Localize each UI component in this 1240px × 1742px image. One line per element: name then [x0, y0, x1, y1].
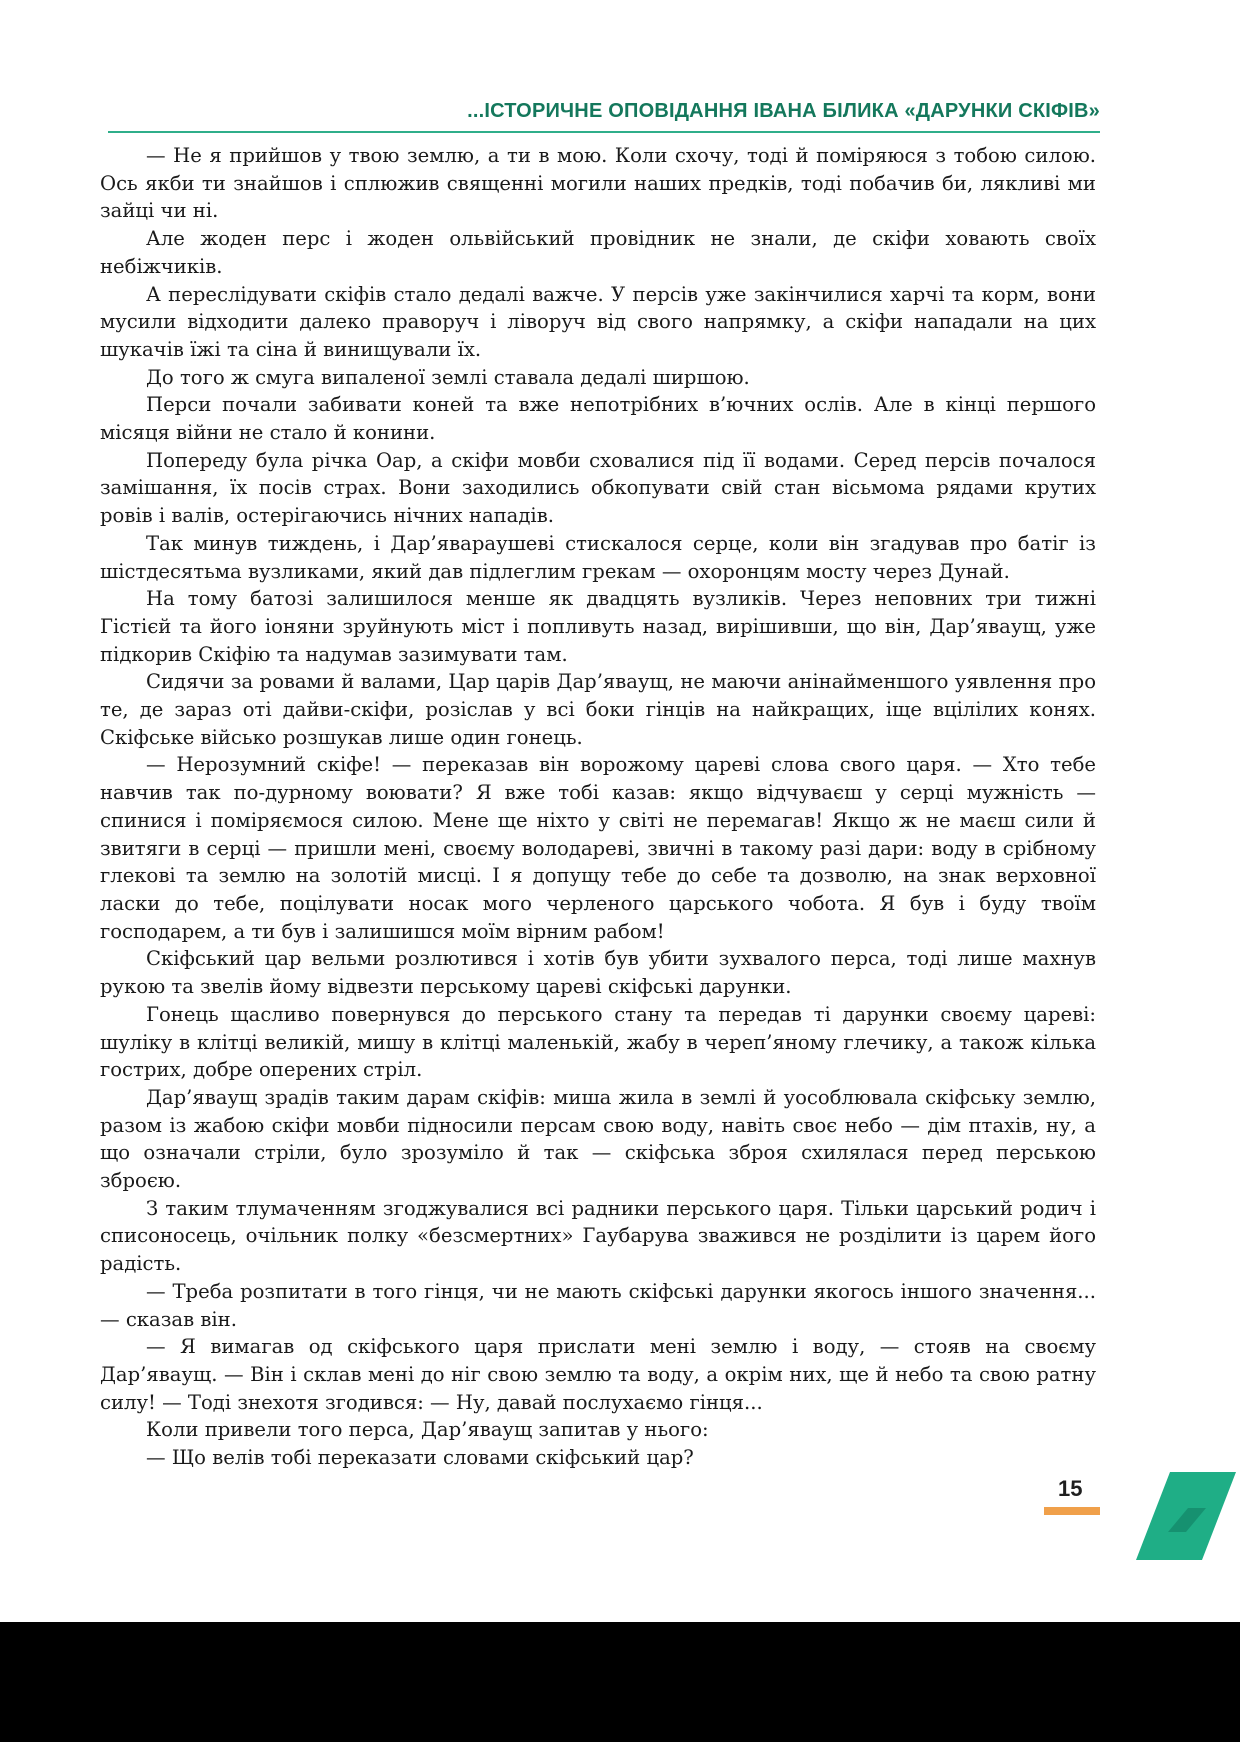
page-number-underline: [1044, 1507, 1100, 1515]
paragraph: Коли привели того перса, Дар’яваущ запитав у нього:: [146, 1418, 709, 1442]
paragraph: — Що велів тобі переказати словами скіфський цар?: [146, 1446, 694, 1470]
paragraph: А переслідувати скіфів стало дедалі важче. У персів уже закінчилися харчі та корм, вони мусили відходити далеко праворуч і ліворуч від свого напрямку, а скіфи нападали на цих шукачів їжі та сіна й винищували їх.: [100, 282, 1096, 361]
body-text: [100, 142, 1096, 1472]
paragraph: Скіфський цар вельми розлютився і хотів був убити зухвалого перса, тоді лише махнув рукою та звелів йому відвезти перському цареві скіфські дарунки.: [100, 947, 1096, 999]
paragraph: На тому батозі залишилося менше як двадцять вузликів. Через неповних три тижні Гістієй та його іоняни зруйнують міст і попливуть назад, вирішивши, що він, Дар’яваущ, уже підкорив Скіфію та надумав зазимувати там.: [100, 587, 1096, 666]
paragraph: Але жоден перс і жоден ольвійський провідник не знали, де скіфи ховають своїх небіжчиків.: [100, 227, 1096, 278]
header-rule: [108, 131, 1100, 133]
paragraph: — Не я прийшов у твою землю, а ти в мою. Коли схочу, тоді й поміряюся з тобою силою. Ось якби ти знайшов і сплюжив священні могили наших предків, тоді побачив би, лякливі ми зайці чи ні.: [100, 144, 1096, 223]
paragraph: — Я вимагав од скіфського царя прислати мені землю і воду, — стояв на своєму Дар’яваущ. — Він і склав мені до ніг свою землю та воду, а окрім них, ще й небо та свою ратну силу! — Тоді знехотя згодився: — Ну, давай послухаємо гінця...: [100, 1335, 1096, 1414]
paragraph: З таким тлумаченням згоджувалися всі радники перського царя. Тільки царський родич і списоносець, очільник полку «безсмертних» Гаубарува зважився не розділити із царем його радість.: [100, 1196, 1096, 1276]
paragraph: Попереду була річка Оар, а скіфи мовби сховалися під її водами. Серед персів почалося замішання, їх посів страх. Вони заходились обкопувати свій стан вісьмома рядами крутих ровів і валів, остерігаючись нічних нападів.: [100, 448, 1096, 528]
paragraph: — Треба розпитати в того гінця, чи не мають скіфські дарунки якогось іншого значення... — сказав він.: [100, 1279, 1096, 1331]
page-number: 15: [1058, 1476, 1083, 1501]
paragraph: Сидячи за ровами й валами, Цар царів Дар’яваущ, не маючи анінайменшого уявлення про те, де зараз оті дайви-скіфи, розіслав у всі боки гінців на найкращих, іще вцілілих конях. Скіфське військо розшукав лише один гонець.: [100, 670, 1096, 749]
paragraph: — Нерозумний скіфе! — переказав він ворожому цареві слова свого царя. — Хто тебе навчив так по-дурному воювати? Я вже тобі казав: якщо відчуваєш у серці мужність — спинися і поміряємося силою. Мене ще ніхто у світі не перемагав! Якщо ж не маєш сили й звитяги в серці — пришли мені, своєму володареві, звичні в такому разі дари: воду в срібному глекові та землю на золотій мисці. І я допущу тебе до себе та дозволю, на знак верховної ласки до тебе, поцілувати носак мого черленого царського чобота. Я був і буду твоїм господарем, а ти був і залишишся моїм вірним рабом!: [100, 753, 1096, 943]
paragraph: Дар’яваущ зрадів таким дарам скіфів: миша жила в землі й уособлювала скіфську землю, разом із жабою скіфи мовби підносили персам свою воду, навіть своє небо — дім птахів, ну, а що означали стріли, було зрозуміло й так — скіфська зброя схилялася перед перською зброєю.: [100, 1085, 1096, 1193]
bottom-black-band: [0, 1622, 1240, 1742]
decorative-parallelograms-icon: [1128, 1470, 1238, 1560]
paragraph: Так минув тиждень, і Дар’явараушеві стискалося серце, коли він згадував про батіг із шістдесятьма вузликами, який дав підлеглим грекам — охоронцям мосту через Дунай.: [100, 531, 1096, 583]
running-header: ...ІСТОРИЧНЕ ОПОВІДАННЯ ІВАНА БІЛИКА «ДАРУНКИ СКІФІВ»: [467, 100, 1100, 122]
paragraph: Перси почали забивати коней та вже непотрібних в’ючних ослів. Але в кінці першого місяця війни не стало й конини.: [100, 393, 1096, 445]
paragraph: До того ж смуга випаленої землі ставала дедалі ширшою.: [146, 365, 750, 389]
paragraph: Гонець щасливо повернувся до перського стану та передав ті дарунки своєму цареві: шуліку в клітці великій, мишу в клітці маленькій, жабу в череп’яному глечику, а також кілька гострих, добре оперених стріл.: [100, 1002, 1096, 1082]
